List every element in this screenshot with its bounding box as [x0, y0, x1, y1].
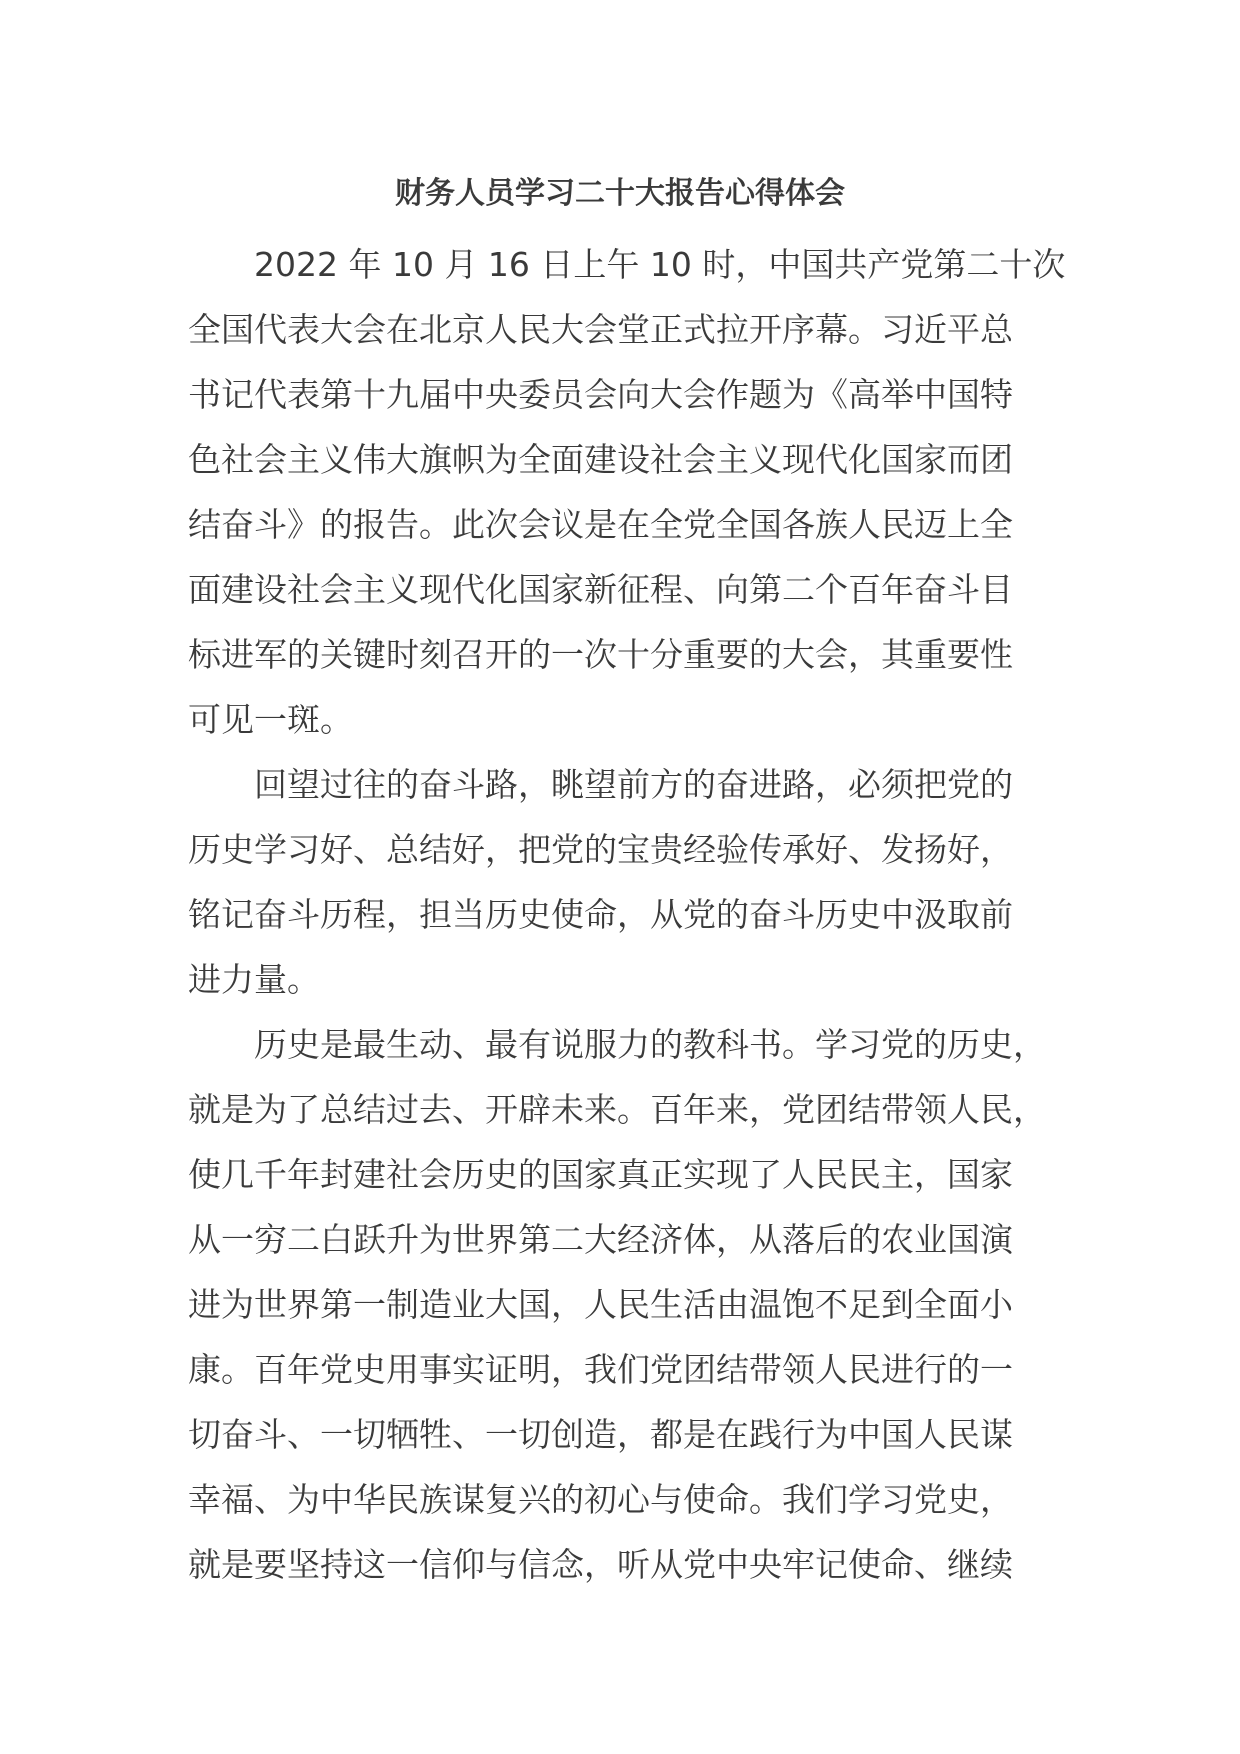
paragraph — [188, 752, 1068, 1012]
text-line: 回望过往的奋斗路，眺望前方的奋进路，必须把党的 — [254, 765, 1013, 804]
text-line: 从一穷二白跃升为世界第二大经济体，从落后的农业国演 — [188, 1220, 1013, 1259]
text-line: 2022 年 10 月 16 日上午 10 时，中国共产党第二十次 — [254, 245, 1066, 284]
paragraph — [188, 1012, 1068, 1597]
text-line: 书记代表第十九届中央委员会向大会作题为《高举中国特 — [188, 375, 1013, 414]
text-line: 进力量。 — [188, 960, 320, 999]
text-line: 全国代表大会在北京人民大会堂正式拉开序幕。习近平总 — [188, 310, 1013, 349]
document-body — [188, 232, 1068, 1597]
text-line: 就是为了总结过去、开辟未来。百年来，党团结带领人民， — [188, 1090, 1046, 1129]
text-line: 可见一斑。 — [188, 700, 353, 739]
text-line: 幸福、为中华民族谋复兴的初心与使命。我们学习党史， — [188, 1480, 1013, 1519]
text-line: 面建设社会主义现代化国家新征程、向第二个百年奋斗目 — [188, 570, 1013, 609]
text-line: 康。百年党史用事实证明，我们党团结带领人民进行的一 — [188, 1350, 1013, 1389]
text-line: 结奋斗》的报告。此次会议是在全党全国各族人民迈上全 — [188, 505, 1013, 544]
text-line: 色社会主义伟大旗帜为全面建设社会主义现代化国家而团 — [188, 440, 1013, 479]
text-line: 历史学习好、总结好，把党的宝贵经验传承好、发扬好， — [188, 830, 1013, 869]
text-line: 使几千年封建社会历史的国家真正实现了人民民主，国家 — [188, 1155, 1013, 1194]
text-line: 就是要坚持这一信仰与信念，听从党中央牢记使命、继续 — [188, 1545, 1013, 1584]
text-line: 切奋斗、一切牺牲、一切创造，都是在践行为中国人民谋 — [188, 1415, 1013, 1454]
paragraph — [188, 232, 1068, 752]
text-line: 历史是最生动、最有说服力的教科书。学习党的历史， — [254, 1025, 1046, 1064]
text-line: 进为世界第一制造业大国，人民生活由温饱不足到全面小 — [188, 1285, 1013, 1324]
text-line: 标进军的关键时刻召开的一次十分重要的大会，其重要性 — [188, 635, 1013, 674]
text-line: 铭记奋斗历程，担当历史使命，从党的奋斗历史中汲取前 — [188, 895, 1013, 934]
document-title: 财务人员学习二十大报告心得体会 — [395, 176, 845, 211]
